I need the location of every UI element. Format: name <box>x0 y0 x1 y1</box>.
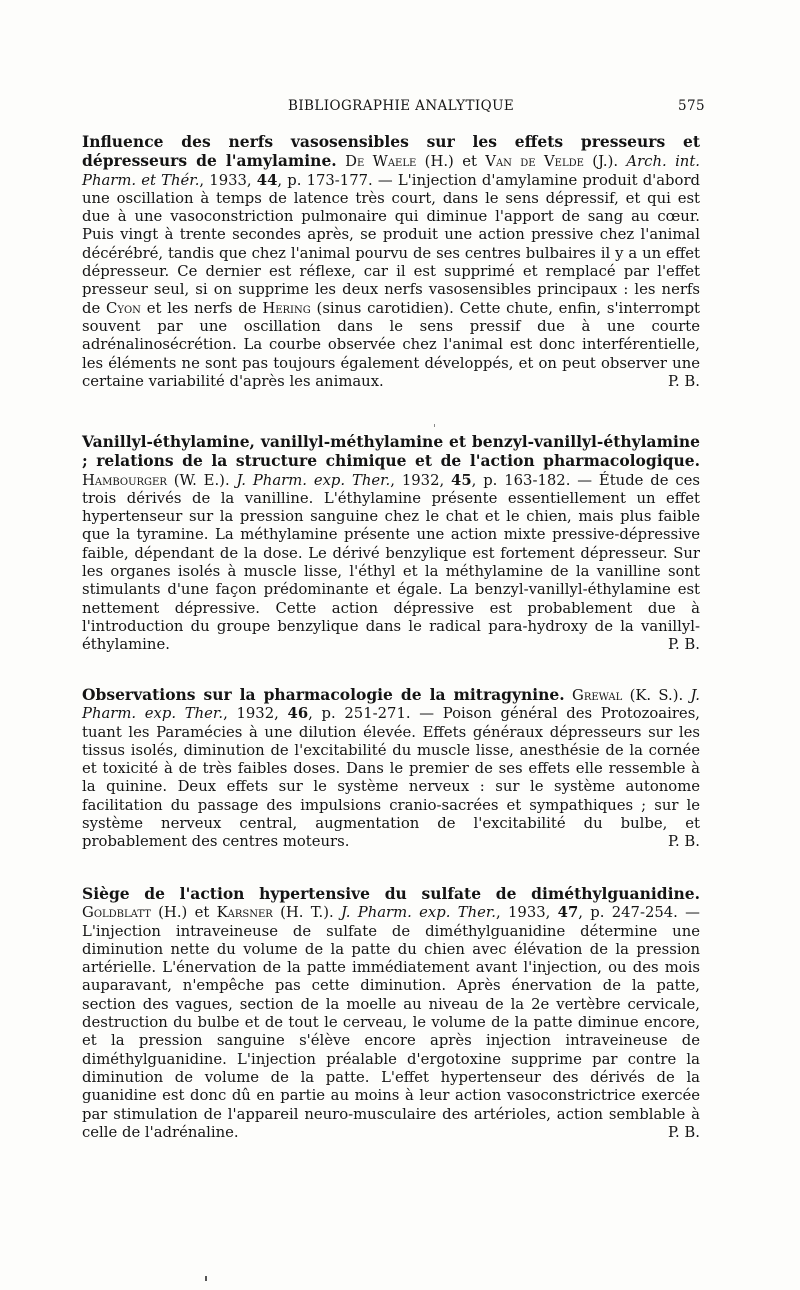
signature: P. B. <box>668 636 700 654</box>
reference-pages: , p. 163-182. <box>471 471 571 489</box>
author-name: De Waele <box>345 153 417 171</box>
reference-volume: 45 <box>451 471 472 489</box>
journal-name: J. Pharm. exp. Ther. <box>236 471 391 489</box>
cited-name: Hering <box>262 299 311 317</box>
stray-tick-mark <box>434 424 435 427</box>
abstract-entry <box>82 133 700 391</box>
abstract-text: (sinus carotidien). Cette chute, enfin, s'interrompt souvent par une oscillation dans le sens pressif due à une courte adrénalinosécrétion. La courbe observée chez l'animal est donc interférentielle, les éléments ne sont pas toujours également développés, et on peut observer une certaine variabilité d'après les animaux. <box>82 299 700 390</box>
reference-volume: 46 <box>287 705 309 723</box>
journal-name: J. Pharm. exp. Ther. <box>82 687 700 723</box>
abstract-entry <box>82 885 700 1142</box>
page-number: 575 <box>678 98 705 114</box>
reference-pages: , p. 173-177. <box>277 171 373 189</box>
author-initials: (W. E.). <box>166 471 237 489</box>
signature: P. B. <box>668 1123 700 1141</box>
author-initials: (H. T.). <box>272 904 341 922</box>
reference-volume: 44 <box>256 171 278 189</box>
journal-name: J. Pharm. exp. Ther. <box>340 904 497 922</box>
running-head-title: BIBLIOGRAPHIE ANALYTIQUE <box>288 98 515 114</box>
author-initials: (J.). <box>583 153 627 171</box>
cited-name: Cyon <box>106 299 141 317</box>
author-name: Karsner <box>216 904 273 922</box>
reference-volume: 47 <box>557 904 579 922</box>
signature: P. B. <box>668 833 700 851</box>
abstract-text: — L'injection intraveineuse de sulfate de diméthylguanidine détermine une diminution nette du volume de la patte du chien avec élévation de la pression artérielle. L'énervation de la patte immédiatement avant l'injection, ou des mois auparavant, n'empêche pas cette diminution. Après énervation de la patte, section des vagues, section de la moelle au niveau de la 2e vertèbre cervicale, destruction du bulbe et de tout le cerveau, le volume de la patte diminue encore, et la pression sanguine s'élève encore après injection intraveineuse de diméthylguanidine. L'injection préalable d'ergotoxine supprime par contre la diminution de volume de la patte. L'effet hypertenseur des dérivés de la guanidine est donc dû en partie au moins à leur action vasoconstrictrice exercée par stimulation de l'appareil neuro-musculaire des artérioles, action semblable à celle de l'adrénaline. <box>82 904 700 1141</box>
author-name: Hambourger <box>82 471 167 489</box>
reference-pages: , p. 251-271. <box>308 705 411 723</box>
abstract-text: — Poison général des Protozoaires, tuant les Paramécies à une dilution élevée. Effets généraux dépresseurs sur les tissus isolés, diminution de l'excitabilité du muscle lisse, anesthésie de la cornée et toxicité à de très faibles doses. Dans le premier de ses effets elle ressemble à la quinine. Deux effets sur le système nerveux : sur le système autonome facilitation du passage des impulsions cranio-sacrées et sympathiques ; sur le système nerveux central, augmentation de l'excitabilité du bulbe, et probablement des centres moteurs. <box>82 705 700 851</box>
stray-ink-mark <box>205 1276 207 1281</box>
entry-title: Siège de l'action hypertensive du sulfate de diméthylguanidine. <box>82 884 700 903</box>
author-initials: (H.) et <box>416 153 486 171</box>
entry-title: Observations sur la pharmacologie de la mitragynine. <box>82 685 565 704</box>
entry-paragraph <box>82 686 700 852</box>
abstract-text: et les nerfs de <box>140 299 263 317</box>
author-name: Van de Velde <box>485 153 584 171</box>
reference-pages: , p. 247-254. <box>578 904 678 922</box>
abstract-text: — Étude de ces trois dérivés de la vanilline. L'éthylamine présente essentiellement un effet hypertenseur sur la pression sanguine chez le chat et le chien, mais plus faible que la tyramine. La méthylamine présente une action mixte pressive-dépressive faible, dépendant de la dose. Le dérivé benzylique est fortement dépresseur. Sur les organes isolés à muscle lisse, l'éthyl et la méthylamine de la vanilline sont stimulants d'une façon prédominante et égale. La benzyl-vanillyl-éthylamine est nettement dépressive. Cette action dépressive est probablement due à l'introduction du groupe benzylique dans le radical para-hydroxy de la vanillyl-éthylamine. <box>82 471 700 654</box>
abstract-entry <box>82 433 700 655</box>
author-name: Goldblatt <box>82 904 151 922</box>
reference-year: , 1933, <box>199 171 257 189</box>
abstract-text: — L'injection d'amylamine produit d'abord une oscillation à temps de latence très court, dans le sens dépressif, et qui est due à une vasoconstriction pulmonaire qui diminue l'apport de sang au cœur. Puis vingt à trente secondes après, se produit une action pressive chez l'animal décérébré, tandis que chez l'animal pourvu de ses centres bulbaires il y a un effet dépresseur. Ce dernier est réflexe, car il est supprimé et remplacé par l'effet presseur seul, si on supprime les deux nerfs vasosensibles principaux : les nerfs de <box>82 171 700 317</box>
reference-year: , 1933, <box>496 904 558 922</box>
running-head <box>105 98 705 118</box>
journal-name: Arch. int. Pharm. et Thér. <box>82 153 700 189</box>
signature: P. B. <box>668 372 700 390</box>
reference-year: , 1932, <box>223 705 288 723</box>
entry-paragraph <box>82 133 700 391</box>
author-name: Grewal <box>572 687 623 704</box>
author-initials: (H.) et <box>150 904 217 922</box>
entry-paragraph <box>82 885 700 1142</box>
abstract-entry <box>82 686 700 852</box>
reference-year: , 1932, <box>390 471 452 489</box>
entry-title: Influence des nerfs vasosensibles sur les effets presseurs et dépresseurs de l'amylamine. <box>82 132 700 171</box>
entry-paragraph <box>82 433 700 655</box>
author-initials: (K. S.). <box>622 687 691 704</box>
entry-title: Vanillyl-éthylamine, vanillyl-méthylamine et benzyl-vanillyl-éthylamine ; relations de la structure chimique et de l'action pharmacologique. <box>82 432 700 471</box>
